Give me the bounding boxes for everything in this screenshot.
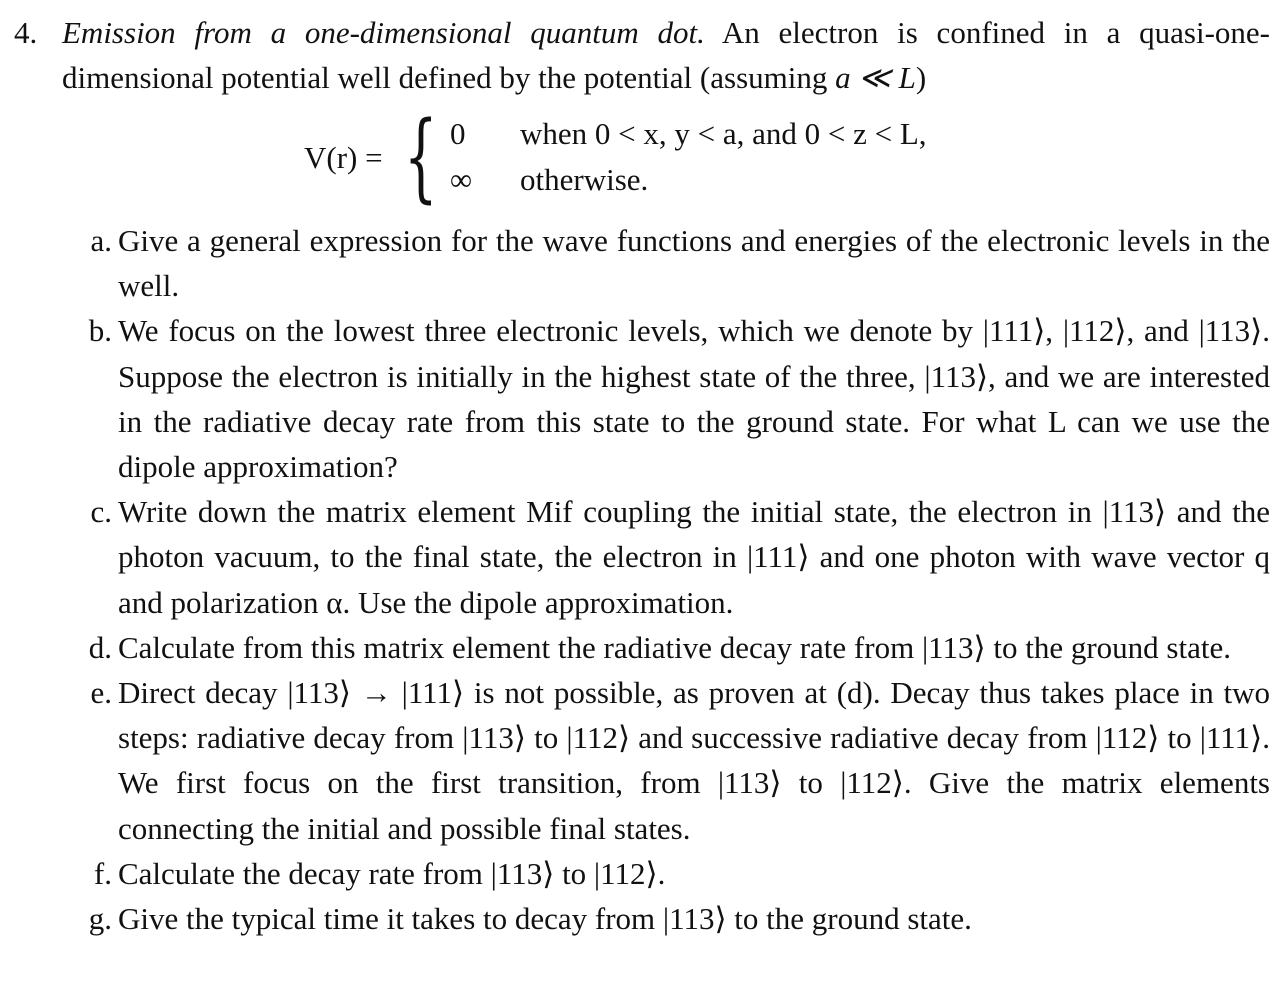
- case-1-condition: otherwise.: [520, 162, 649, 197]
- problem-condition: a ≪ L: [835, 60, 916, 95]
- part-label: b.: [88, 313, 112, 349]
- part-text: We focus on the lowest three electronic levels, which we denote by |111⟩, |112⟩, and |113⟩. Suppose the electron is initially in the highest state of the three, |113⟩, and we are interested in the radiative decay rate from this state to the ground state. For what L can we use the dipole approximation?: [118, 313, 1270, 485]
- case-1-value: ∞: [450, 162, 473, 197]
- part-text: Write down the matrix element Mif coupling the initial state, the electron in |113⟩ and the photon vacuum, to the final state, the electron in |111⟩ and one photon with wave vector q and polarization α. Use the dipole approximation.: [118, 494, 1270, 620]
- part-e: [72, 670, 1270, 851]
- problem-statement: [14, 10, 1270, 100]
- part-text: Direct decay |113⟩ → |111⟩ is not possible, as proven at (d). Decay thus takes place in two steps: radiative decay from |113⟩ to |112⟩ and successive radiative decay from |112⟩ to |111⟩. We first focus on the first transition, from |113⟩ to |112⟩. Give the matrix elements connecting the initial and possible final states.: [118, 675, 1270, 846]
- left-brace-icon: {: [404, 101, 438, 213]
- part-label: a.: [90, 223, 112, 258]
- part-g: [72, 896, 1270, 941]
- part-a: [72, 218, 1270, 308]
- part-b: [72, 308, 1270, 489]
- part-label: g.: [88, 901, 112, 937]
- potential-equation: [300, 101, 1060, 213]
- parts-list: [72, 218, 1270, 941]
- problem-number: 4.: [14, 15, 38, 50]
- problem-intro: [62, 10, 1270, 100]
- problem-intro-text: An electron is confined in a quasi-one-dimensional potential well defined by the potential (assuming: [62, 15, 1270, 95]
- part-d: [72, 625, 1270, 670]
- part-label: d.: [88, 629, 112, 665]
- case-0-value: 0: [450, 116, 466, 151]
- part-text: Calculate the decay rate from |113⟩ to |112⟩.: [118, 855, 666, 891]
- equation-lhs: V(r) =: [304, 140, 383, 175]
- part-f: [72, 851, 1270, 896]
- problem-title: Emission from a one-dimensional quantum dot.: [62, 15, 705, 50]
- part-text: Calculate from this matrix element the radiative decay rate from |113⟩ to the ground state.: [118, 629, 1231, 665]
- problem-intro-close: ): [915, 60, 927, 95]
- part-text: Give the typical time it takes to decay from |113⟩ to the ground state.: [118, 901, 972, 937]
- part-label: e.: [90, 675, 112, 711]
- case-0-condition: when 0 < x, y < a, and 0 < z < L,: [520, 116, 927, 151]
- part-label: c.: [90, 494, 112, 530]
- part-label: f.: [93, 855, 112, 891]
- part-c: [72, 489, 1270, 625]
- part-text: Give a general expression for the wave functions and energies of the electronic levels in the well.: [118, 223, 1270, 304]
